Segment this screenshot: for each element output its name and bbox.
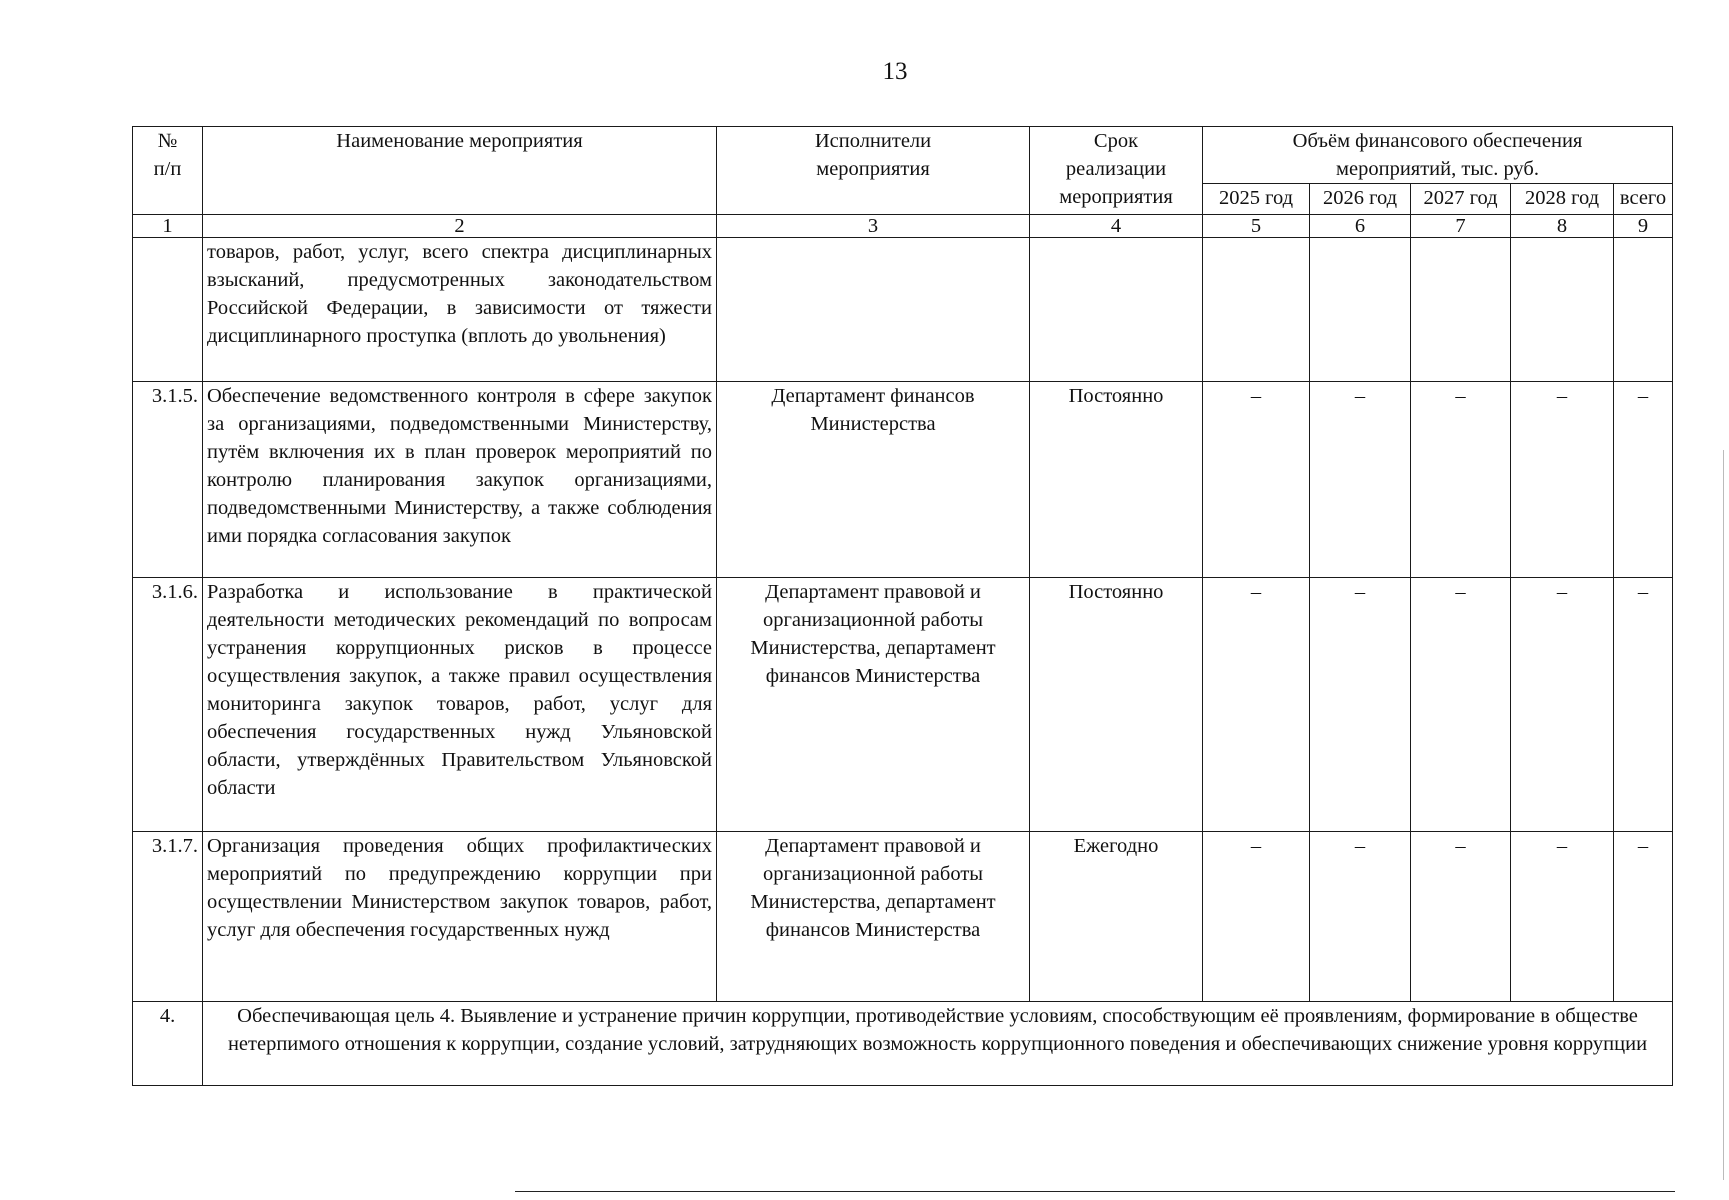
column-number: 4	[1030, 215, 1203, 238]
value-2025: –	[1203, 832, 1310, 1002]
value-2025	[1203, 238, 1310, 382]
goal-number: 4.	[133, 1002, 203, 1086]
measure-name: Разработка и использование в практической деятельности методических рекомендаций по вопросам устранения коррупционных рисков в процессе осуществления закупок, а также правил осуществления мониторинга закупок товаров, работ, услуг для обеспечения государственных нужд Ульяновской области, утверждённых Правительством Ульяновской области	[203, 578, 717, 832]
value-2028: –	[1511, 382, 1614, 578]
measure-name: Организация проведения общих профилактических мероприятий по предупреждению коррупции при осуществлении Министерством закупок товаров, работ, услуг для обеспечения государственных нужд	[203, 832, 717, 1002]
measure-executors: Департамент финансов Министерства	[717, 382, 1030, 578]
value-2027: –	[1411, 832, 1511, 1002]
header-year-2026: 2026 год	[1310, 184, 1411, 215]
table-row	[133, 238, 1673, 382]
column-number: 8	[1511, 215, 1614, 238]
row-number: 3.1.6.	[133, 578, 203, 832]
header-executors: Исполнители мероприятия	[717, 127, 1030, 215]
column-number: 6	[1310, 215, 1411, 238]
goal-row	[133, 1002, 1673, 1086]
header-num: № п/п	[133, 127, 203, 215]
value-2025: –	[1203, 578, 1310, 832]
column-number: 7	[1411, 215, 1511, 238]
page-number: 13	[882, 58, 908, 85]
measure-term: Ежегодно	[1030, 832, 1203, 1002]
header-total: всего	[1614, 184, 1673, 215]
measure-name: Обеспечение ведомственного контроля в сфере закупок за организациями, подведомственными Министерству, путём включения их в план проверок мероприятий по контролю планирования закупок организациями, подведомственными Министерству, а также соблюдения ими порядка согласования закупок	[203, 382, 717, 578]
value-2028	[1511, 238, 1614, 382]
header-term: Срок реализации мероприятия	[1030, 127, 1203, 215]
value-2026: –	[1310, 578, 1411, 832]
value-2026	[1310, 238, 1411, 382]
value-2027: –	[1411, 578, 1511, 832]
value-2025: –	[1203, 382, 1310, 578]
header-year-2025: 2025 год	[1203, 184, 1310, 215]
value-total: –	[1614, 382, 1673, 578]
row-number	[133, 238, 203, 382]
value-total: –	[1614, 832, 1673, 1002]
measure-executors: Департамент правовой и организационной работы Министерства, департамент финансов Министерства	[717, 832, 1030, 1002]
measure-name: товаров, работ, услуг, всего спектра дисциплинарных взысканий, предусмотренных законодательством Российской Федерации, в зависимости от тяжести дисциплинарного проступка (вплоть до увольнения)	[203, 238, 717, 382]
measure-executors: Департамент правовой и организационной работы Министерства, департамент финансов Министерства	[717, 578, 1030, 832]
row-number: 3.1.5.	[133, 382, 203, 578]
value-2027: –	[1411, 382, 1511, 578]
value-2027	[1411, 238, 1511, 382]
header-year-2027: 2027 год	[1411, 184, 1511, 215]
column-number: 9	[1614, 215, 1673, 238]
measure-term: Постоянно	[1030, 382, 1203, 578]
value-2028: –	[1511, 832, 1614, 1002]
column-number: 5	[1203, 215, 1310, 238]
value-total	[1614, 238, 1673, 382]
column-number: 3	[717, 215, 1030, 238]
measures-table	[132, 126, 1673, 1086]
table-row	[133, 578, 1673, 832]
goal-text: Обеспечивающая цель 4. Выявление и устранение причин коррупции, противодействие условиям, способствующим её проявлениям, формирование в обществе нетерпимого отношения к коррупции, создание условий, затрудняющих возможность коррупционного поведения и обеспечивающих снижение уровня коррупции	[203, 1002, 1673, 1086]
value-2026: –	[1310, 382, 1411, 578]
row-number: 3.1.7.	[133, 832, 203, 1002]
measure-executors	[717, 238, 1030, 382]
measure-term: Постоянно	[1030, 578, 1203, 832]
header-name: Наименование мероприятия	[203, 127, 717, 215]
value-2026: –	[1310, 832, 1411, 1002]
column-number: 1	[133, 215, 203, 238]
measure-term	[1030, 238, 1203, 382]
header-funding: Объём финансового обеспечения мероприятий, тыс. руб.	[1203, 127, 1673, 184]
scan-edge-line	[1723, 450, 1724, 1180]
value-total: –	[1614, 578, 1673, 832]
header-year-2028: 2028 год	[1511, 184, 1614, 215]
table-row	[133, 832, 1673, 1002]
column-number: 2	[203, 215, 717, 238]
value-2028: –	[1511, 578, 1614, 832]
bottom-rule	[515, 1191, 1675, 1192]
table-row	[133, 382, 1673, 578]
